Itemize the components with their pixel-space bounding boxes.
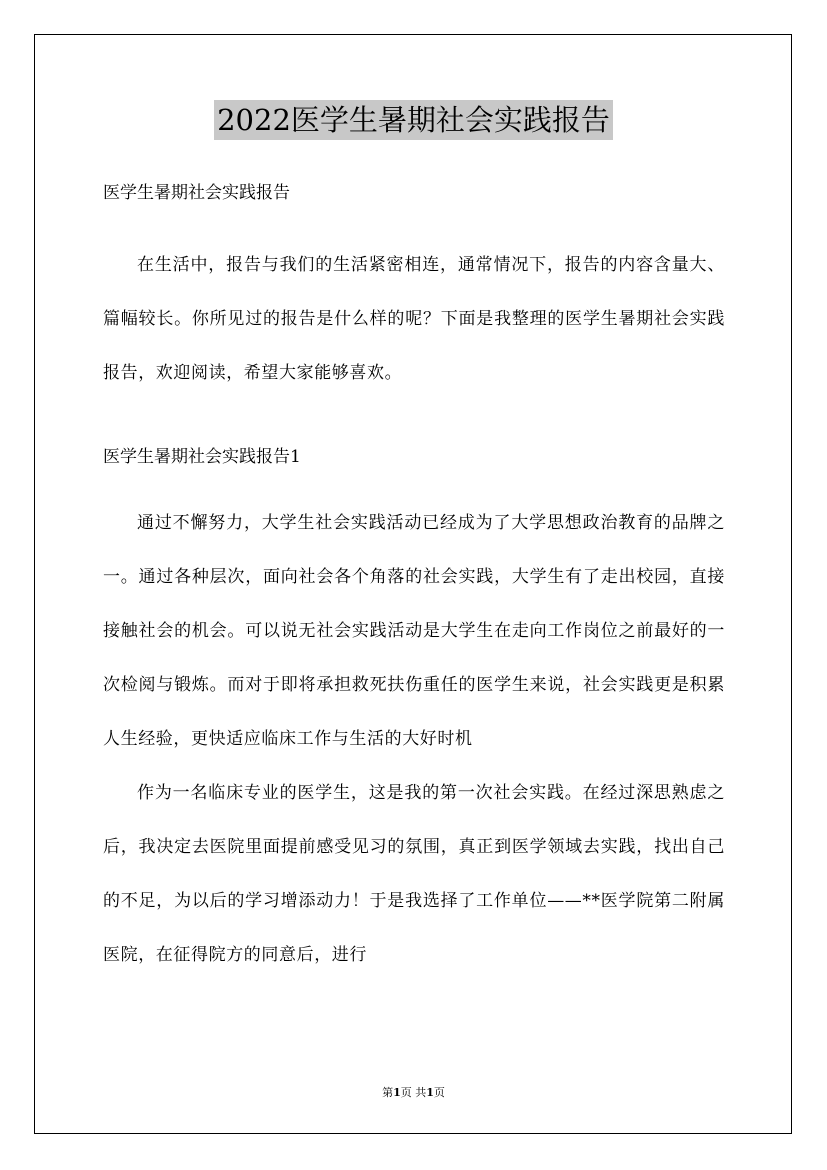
intro-paragraph: 在生活中，报告与我们的生活紧密相连，通常情况下，报告的内容含量大、篇幅较长。你所见过的报告是什么样的呢？下面是我整理的医学生暑期社会实践报告，欢迎阅读，希望大家能够喜欢。: [103, 255, 725, 383]
page-current: 1: [393, 1086, 401, 1099]
section-1-paragraph-2: 作为一名临床专业的医学生，这是我的第一次社会实践。在经过深思熟虑之后，我决定去医院里面提前感受见习的氛围，真正到医学领域去实践，找出自己的不足，为以后的学习增添动力！于是我选择了工作单位——**医学院第二附属医院，在征得院方的同意后，进行: [103, 783, 725, 965]
section-1-paragraph-1: 通过不懈努力，大学生社会实践活动已经成为了大学思想政治教育的品牌之一。通过各种层次，面向社会各个角落的社会实践，大学生有了走出校园，直接接触社会的机会。可以说无社会实践活动是大学生在走向工作岗位之前最好的一次检阅与锻炼。而对于即将承担救死扶伤重任的医学生来说，社会实践更是积累人生经验，更快适应临床工作与生活的大好时机: [103, 513, 725, 749]
page-label-mid: 页 共: [400, 1086, 427, 1099]
document-body: [103, 176, 725, 982]
title-container: [0, 100, 827, 140]
section-1-heading: 医学生暑期社会实践报告1: [103, 447, 301, 467]
page-footer: [0, 1086, 827, 1100]
document-title: 2022医学生暑期社会实践报告: [214, 100, 613, 140]
document-subtitle: 医学生暑期社会实践报告: [103, 183, 290, 203]
page-total: 1: [426, 1086, 434, 1099]
page-label-suffix: 页: [433, 1086, 445, 1099]
section-spacer: [103, 400, 725, 440]
page-label-prefix: 第: [382, 1086, 394, 1099]
